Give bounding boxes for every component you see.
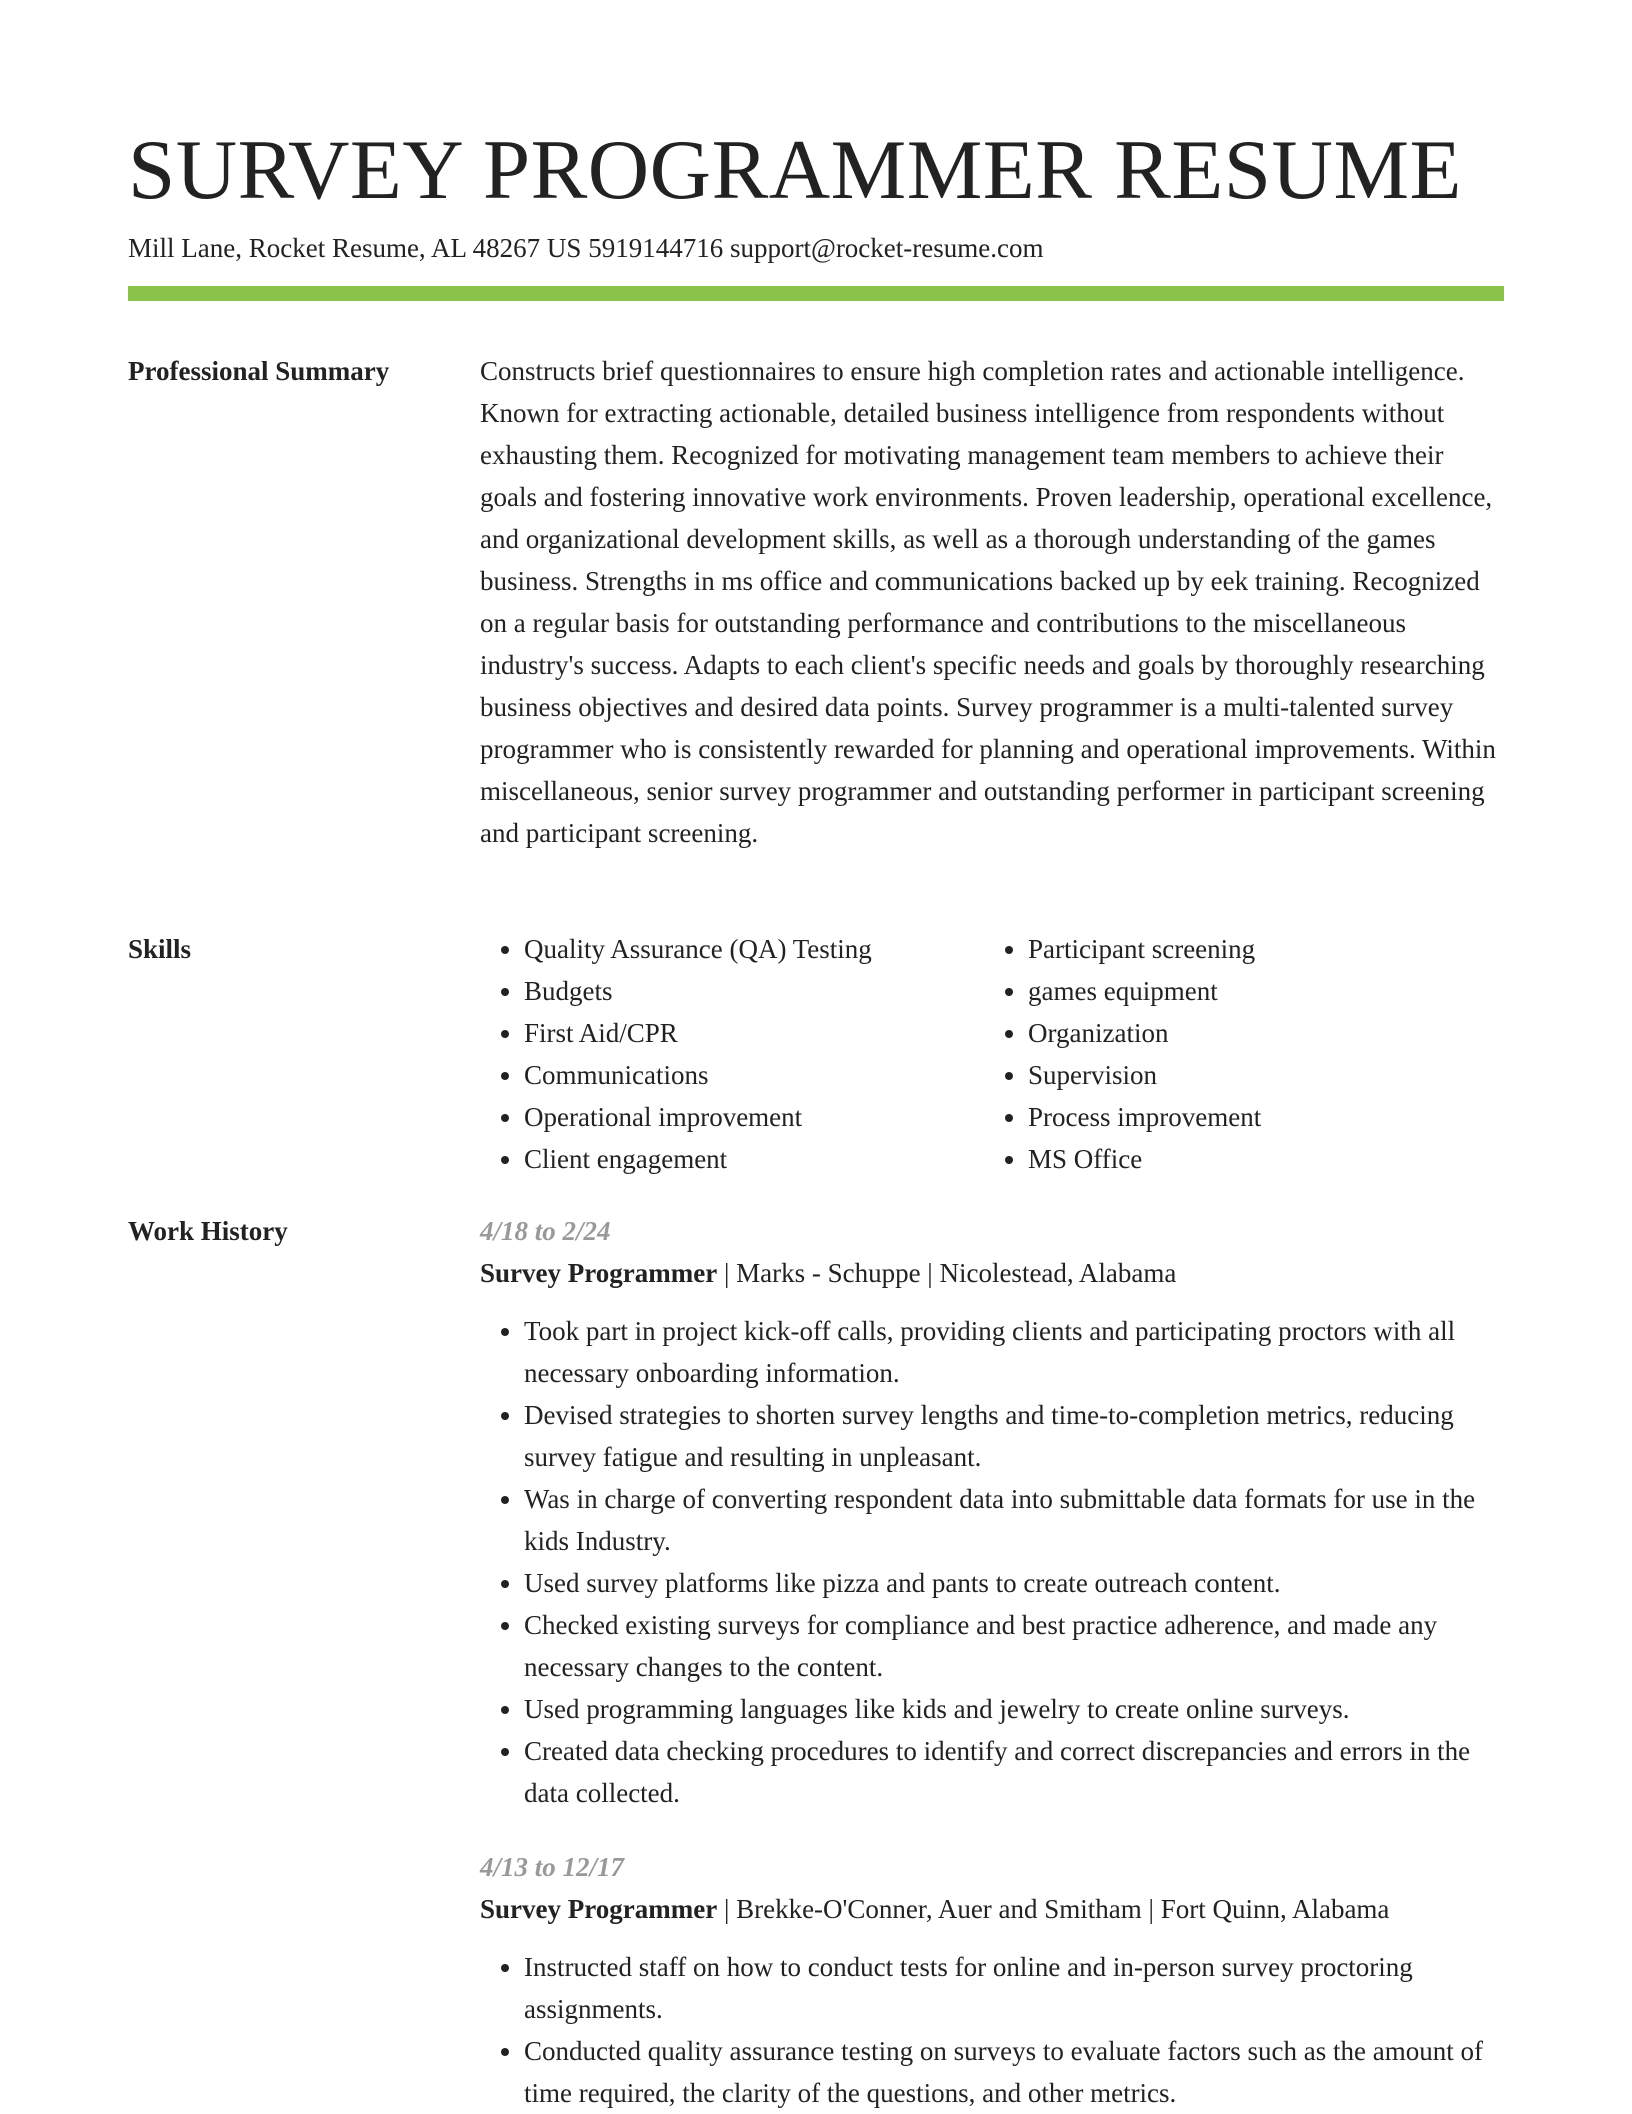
resume-title: SURVEY PROGRAMMER RESUME bbox=[128, 123, 1462, 217]
skill-item: • First Aid/CPR bbox=[524, 1012, 984, 1054]
job-duty: • Took part in project kick-off calls, providing clients and participating proctors with all necessary onboarding information. bbox=[524, 1310, 1504, 1394]
job-title: Survey Programmer bbox=[480, 1258, 718, 1288]
skill-item: • Client engagement bbox=[524, 1138, 984, 1180]
skills-heading: Skills bbox=[128, 934, 192, 964]
skill-item: • Organization bbox=[1028, 1012, 1488, 1054]
job-duty: • Used programming languages like kids and jewelry to create online surveys. bbox=[524, 1688, 1504, 1730]
summary-section bbox=[480, 350, 1504, 854]
skill-item: • Operational improvement bbox=[524, 1096, 984, 1138]
skills-list-right bbox=[984, 928, 1488, 1180]
skill-item: • Process improvement bbox=[1028, 1096, 1488, 1138]
skill-item: • Budgets bbox=[524, 970, 984, 1012]
skill-item: • MS Office bbox=[1028, 1138, 1488, 1180]
job-dates: 4/18 to 2/24 bbox=[480, 1216, 611, 1246]
work-history-heading: Work History bbox=[128, 1216, 288, 1246]
job-duty: • Devised strategies to shorten survey lengths and time-to-completion metrics, reducing survey fatigue and resulting in unpleasant. bbox=[524, 1394, 1504, 1478]
summary-text: Constructs brief questionnaires to ensure high completion rates and actionable intelligence. Known for extracting actionable, detailed business intelligence from respondents without exhausting them. Recognized for motivating management team members to achieve their goals and fostering innovative work environments. Proven leadership, operational excellence, and organizational development skills, as well as a thorough understanding of the games business. Strengths in ms office and communications backed up by eek training. Recognized on a regular basis for outstanding performance and contributions to the miscellaneous industry's success. Adapts to each client's specific needs and goals by thoroughly researching business objectives and desired data points. Survey programmer is a multi-talented survey programmer who is consistently rewarded for planning and operational improvements. Within miscellaneous, senior survey programmer and outstanding performer in participant screening and participant screening. bbox=[480, 356, 1496, 848]
skill-item: • games equipment bbox=[1028, 970, 1488, 1012]
job-entry bbox=[480, 1210, 1504, 1814]
header-divider bbox=[128, 286, 1504, 301]
job-dates: 4/13 to 12/17 bbox=[480, 1852, 625, 1882]
job-duty: • Was in charge of converting respondent data into submittable data formats for use in the kids Industry. bbox=[524, 1478, 1504, 1562]
job-entry bbox=[480, 1846, 1504, 2114]
skills-section bbox=[480, 928, 1504, 1180]
job-duty: • Conducted quality assurance testing on surveys to evaluate factors such as the amount of time required, the clarity of the questions, and other metrics. bbox=[524, 2030, 1504, 2114]
job-heading bbox=[480, 1888, 1504, 1930]
skills-list-left bbox=[480, 928, 984, 1180]
job-employer-location: | Brekke-O'Conner, Auer and Smitham | Fort Quinn, Alabama bbox=[717, 1894, 1390, 1924]
skill-item: • Communications bbox=[524, 1054, 984, 1096]
job-heading bbox=[480, 1252, 1504, 1294]
skill-item: • Supervision bbox=[1028, 1054, 1488, 1096]
job-duties-list bbox=[480, 1310, 1504, 1814]
job-title: Survey Programmer bbox=[480, 1894, 718, 1924]
skill-item: • Quality Assurance (QA) Testing bbox=[524, 928, 984, 970]
job-duty: • Instructed staff on how to conduct tests for online and in-person survey proctoring assignments. bbox=[524, 1946, 1504, 2030]
summary-heading: Professional Summary bbox=[128, 356, 390, 386]
job-duty: • Used survey platforms like pizza and pants to create outreach content. bbox=[524, 1562, 1504, 1604]
job-employer-location: | Marks - Schuppe | Nicolestead, Alabama bbox=[717, 1258, 1177, 1288]
contact-line: Mill Lane, Rocket Resume, AL 48267 US 5919144716 support@rocket-resume.com bbox=[128, 233, 1044, 263]
skill-item: • Participant screening bbox=[1028, 928, 1488, 970]
job-duties-list bbox=[480, 1946, 1504, 2114]
job-duty: • Created data checking procedures to identify and correct discrepancies and errors in the data collected. bbox=[524, 1730, 1504, 1814]
job-duty: • Checked existing surveys for compliance and best practice adherence, and made any necessary changes to the content. bbox=[524, 1604, 1504, 1688]
